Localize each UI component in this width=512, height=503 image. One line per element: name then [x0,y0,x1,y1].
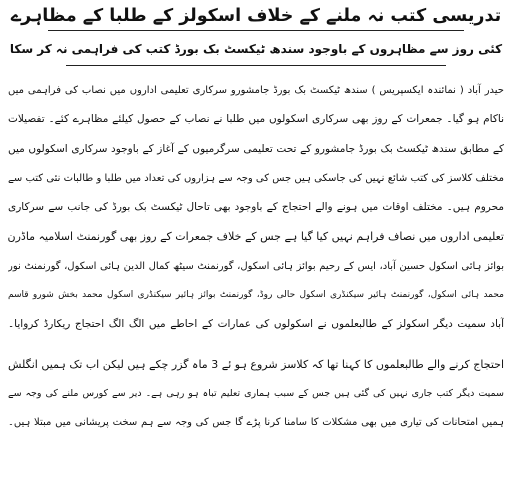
paragraph-line: حیدر آباد ( نمائندہ ایکسپریس ) سندھ ٹیکسٹ بک بورڈ جامشورو سرکاری تعلیمی اداروں میں نصاب کی فراہمی میں [8,85,504,96]
paragraph-line: محروم ہیں۔ مختلف اوقات میں ہونے والے احتجاج کے باوجود بھی تاحال ٹیکسٹ بک بورڈ کی جانب سے سرکاری [8,201,504,214]
paragraph-1 [8,76,504,340]
paragraph-line: ناکام ہو گیا۔ جمعرات کے روز بھی سرکاری اسکولوں میں طلبا نے نصاب کے حصول کیلئے مظاہرے کئے۔ تفصیلات [8,113,504,126]
paragraph-line: محمد ہائی اسکول، گورنمنٹ ہائیر سیکنڈری اسکول حالی روڈ، گورنمنٹ بوائز ہائیر سیکنڈری اسکول محمد بخش شورو قاسم [8,290,504,301]
paragraph-line: آباد سمیت دیگر اسکولز کے طالبعلموں نے اسکولوں کی عمارات کے احاطے میں الگ الگ احتجاج ریکارڈ کروایا۔ [8,318,504,331]
paragraph-gap [8,340,504,350]
headline: تدریسی کتب نہ ملنے کے خلاف اسکولز کے طلبا کے مظاہرے [10,6,502,26]
article-body [8,76,504,438]
paragraph-line: تعلیمی اداروں میں نصاف فراہم نہیں کیا گیا ہے جس کے خلاف جمعرات کے روز بھی گورنمنٹ اسلامیہ ماڈرن [8,230,504,244]
paragraph-line: بوائز ہائی اسکول حسین آباد، ایس کے رحیم بوائز ہائی اسکول، گورنمنٹ سیٹھ کمال الدین ہائی اسکول، گورنمنٹ نور [8,260,504,272]
headline-divider [48,30,464,31]
sub-headline-divider [66,65,446,66]
paragraph-line: احتجاج کرنے والے طالبعلموں کا کہنا تھا کہ کلاسز شروع ہو ئے 3 ماہ گزر چکے ہیں لیکن اب تک ہمیں انگلش [8,357,504,371]
paragraph-line: کے مطابق سندھ ٹیکسٹ بک بورڈ جامشورو کے تحت تعلیمی سرگرمیوں کے آغاز کے باوجود سرکاری اسکولوں میں [8,142,504,155]
paragraph-line: مختلف کلاسز کی کتب شائع نہیں کی جاسکی ہیں جس کی وجہ سے ہزاروں کی تعداد میں طلبا و طالبات نئی کتب سے [8,172,504,184]
paragraph-2 [8,350,504,438]
paragraph-line: سمیت دیگر کتب جاری نہیں کی گئی ہیں جس کے سبب ہماری تعلیم تباہ ہو رہی ہے۔ دیر سے کورس ملنے کی وجہ سے [8,387,504,399]
paragraph-line: ہمیں امتحانات کی تیاری میں بھی مشکلات کا سامنا کرنا پڑے گا جس کی وجہ سے ہم سخت پریشانی میں مبتلا ہیں۔ [8,417,504,429]
sub-headline: کئی روز سے مظاہروں کے باوجود سندھ ٹیکسٹ بک بورڈ کتب کی فراہمی نہ کر سکا [9,42,503,56]
